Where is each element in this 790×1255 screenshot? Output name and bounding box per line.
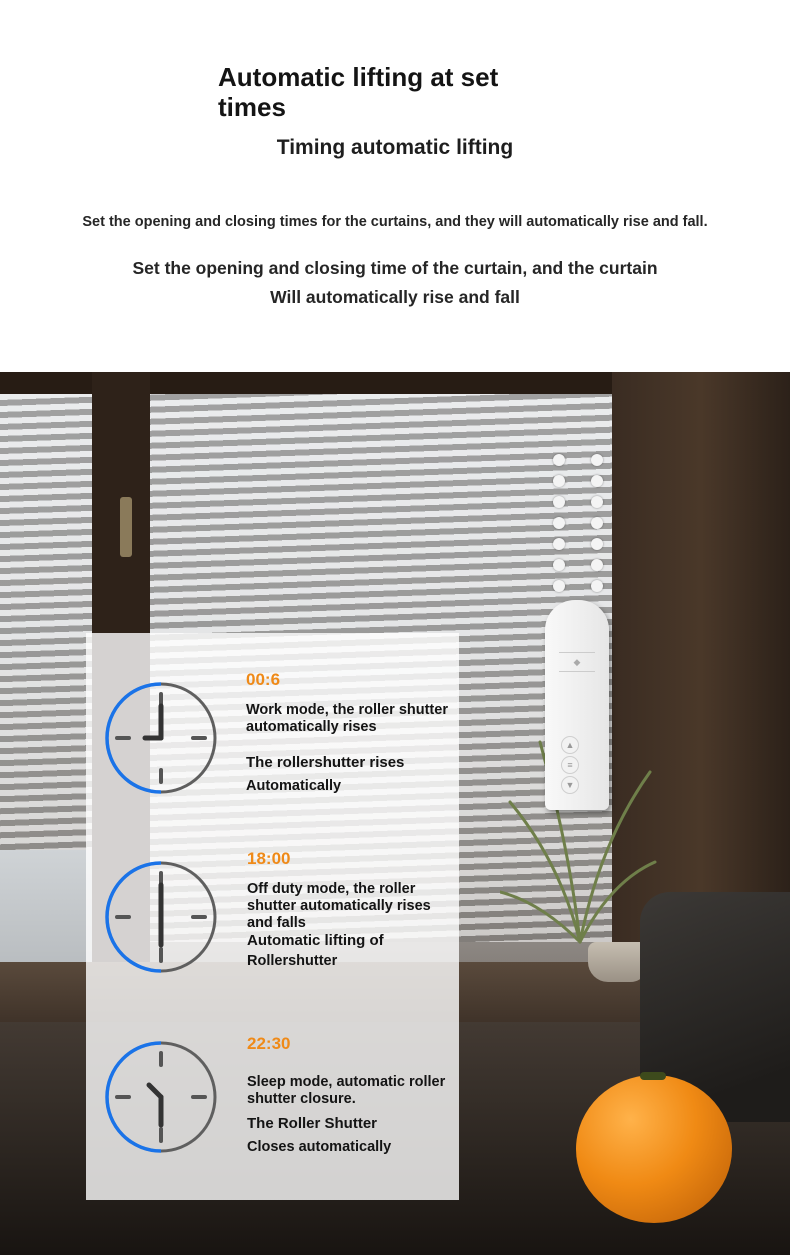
clock-icon — [105, 1041, 217, 1153]
orange-fruit — [576, 1075, 732, 1223]
stop-button-icon: ≡ — [561, 756, 579, 774]
mode-extra-line-2: Closes automatically — [247, 1139, 392, 1155]
mode-description: Work mode, the roller shutter automatically rises — [246, 702, 448, 735]
description-line-1: Set the opening and closing time of the curtain, and the curtain — [132, 258, 658, 278]
mode-extra-line-2: Rollershutter — [247, 953, 338, 969]
roller-shutter-controller — [545, 600, 609, 810]
mode-description: Off duty mode, the roller shutter automatically rises and falls — [247, 881, 431, 931]
bead-chain-right — [590, 454, 604, 601]
description-small: Set the opening and closing times for the curtains, and they will automatically rise and fall. — [82, 214, 708, 230]
mode-description: Sleep mode, automatic roller shutter closure. — [247, 1074, 446, 1107]
mode-time: 18:00 — [247, 849, 291, 868]
up-button-icon: ▲ — [561, 736, 579, 754]
orange-stem — [640, 1072, 666, 1080]
mode-time: 00:6 — [246, 670, 281, 689]
clock-icon — [105, 861, 217, 973]
header-section — [0, 0, 790, 372]
snowy-window-view — [0, 850, 92, 970]
description-line-2: Will automatically rise and fall — [270, 287, 520, 307]
mode-extra-line-1: The rollershutter rises — [246, 754, 405, 771]
down-button-icon: ▼ — [561, 776, 579, 794]
clock-icon — [105, 682, 217, 794]
window-handle — [120, 497, 132, 557]
page-title: Automatic lifting at set times — [218, 62, 499, 122]
mode-extra-line-1: Automatic lifting of — [247, 932, 384, 949]
device-logo-icon: ◆ — [559, 652, 595, 672]
mode-time: 22:30 — [247, 1034, 291, 1053]
schedule-panel — [86, 633, 459, 1200]
mode-extra-line-1: The Roller Shutter — [247, 1115, 378, 1132]
page-subtitle: Timing automatic lifting — [276, 136, 514, 159]
mode-extra-line-2: Automatically — [246, 778, 342, 794]
bead-chain-left — [552, 454, 566, 601]
